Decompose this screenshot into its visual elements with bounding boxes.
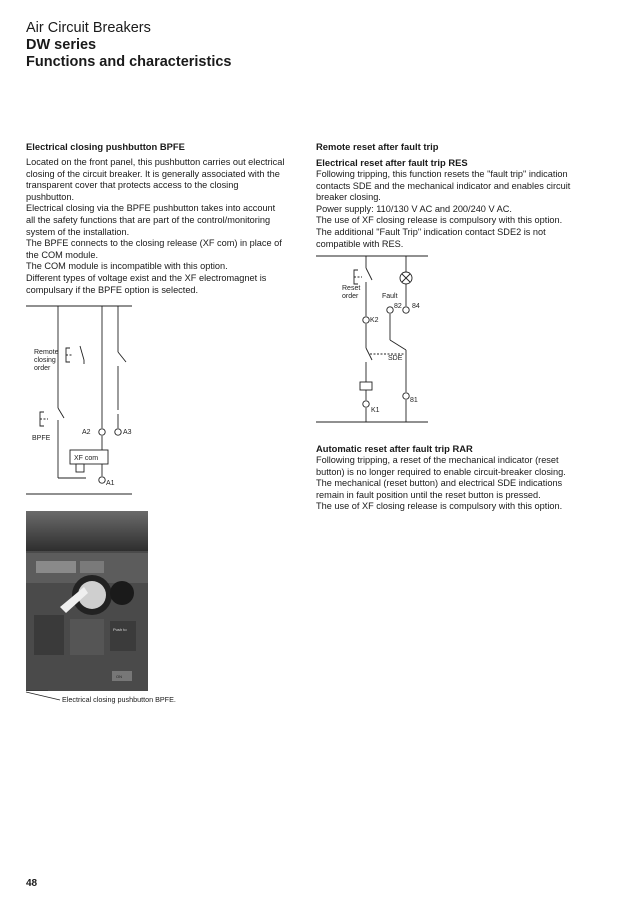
bpfe-text-line: pushbutton. [26,191,75,202]
reset-order-label-1: Reset [342,285,361,292]
bpfe-text-line: system of the installation. [26,226,130,237]
terminal-a3: A3 [123,429,132,436]
bpfe-text-line: the COM module. [26,249,98,260]
xf-com-label: XF com [74,455,99,462]
panel-text-on: ON [116,674,122,679]
document-series: DW series [26,37,97,53]
rar-text-line: button) is no longer required to enable circuit-breaker closing. [316,466,566,477]
bpfe-text-line: transparent cover that protects access to the closing [26,180,239,191]
rar-heading: Automatic reset after fault trip RAR [316,443,473,454]
photo-caption: Electrical closing pushbutton BPFE. [62,695,176,704]
res-text-line: compatible with RES. [316,238,404,249]
page-number: 48 [26,878,38,889]
res-wiring-diagram [314,250,434,430]
contact-82: 82 [394,303,402,310]
bpfe-text-line: Different types of voltage exist and the XF electromagnet is [26,272,267,283]
rar-text-line: The mechanical (reset button) and electrical SDE indications [316,478,563,489]
bpfe-text-line: closing of the circuit breaker. It is generally associated with the [26,168,280,179]
relay-k1: K1 [371,407,380,414]
panel-text-push: Push to [113,627,127,632]
res-text-line: Following tripping, this function resets the "fault trip" indication [316,169,568,179]
bpfe-text-line: The COM module is incompatible with this option. [26,261,228,272]
rar-text-line: remain in fault position until the reset button is pressed. [316,489,541,500]
bpfe-text-line: The BPFE connects to the closing release (XF com) in place of [26,238,282,249]
fault-label: Fault [382,293,398,300]
caption-leader [20,690,62,704]
res-heading: Electrical reset after fault trip RES [316,157,468,168]
terminal-a1: A1 [106,480,115,487]
bpfe-section [26,141,298,296]
bpfe-text-line: all the safety functions that are part of the control/monitoring [26,214,271,225]
bpfe-heading: Electrical closing pushbutton BPFE [26,141,185,152]
bpfe-photo [26,511,148,691]
page-title: Functions and characteristics [26,54,232,70]
reset-order-label-2: order [342,293,359,300]
res-text-line: breaker closing. [316,192,381,203]
bpfe-text-line: Located on the front panel, this pushbutton carries out electrical [26,157,285,167]
res-text-line: Power supply: 110/130 V AC and 200/240 V AC. [316,203,512,214]
contact-81: 81 [410,397,418,404]
bpfe-text-line: Electrical closing via the BPFE pushbutton takes into account [26,203,276,214]
remote-label-1: Remote [34,349,59,356]
bpfe-text-line: compulsary if the BPFE option is selected. [26,284,199,295]
rar-text-line: Following tripping, a reset of the mechanical indicator (reset [316,455,559,465]
res-text-line: The additional "Fault Trip" indication contact SDE2 is not [316,226,546,237]
bpfe-label: BPFE [32,435,51,442]
remote-label-2: closing [34,357,56,364]
res-section [316,141,596,250]
sde-label: SDE [388,355,403,362]
res-text-line: The use of XF closing release is compulsory with this option. [316,215,563,226]
relay-k2: K2 [370,317,379,324]
rar-text-line: The use of XF closing release is compulsory with this option. [316,501,563,512]
terminal-a2: A2 [82,429,91,436]
rar-section [316,443,596,513]
bpfe-wiring-diagram [24,300,144,500]
remote-reset-heading: Remote reset after fault trip [316,141,439,152]
res-text-line: contacts SDE and the mechanical indicator and enables circuit [316,180,571,191]
remote-label-3: order [34,365,51,372]
contact-84: 84 [412,303,420,310]
document-category: Air Circuit Breakers [26,20,151,36]
